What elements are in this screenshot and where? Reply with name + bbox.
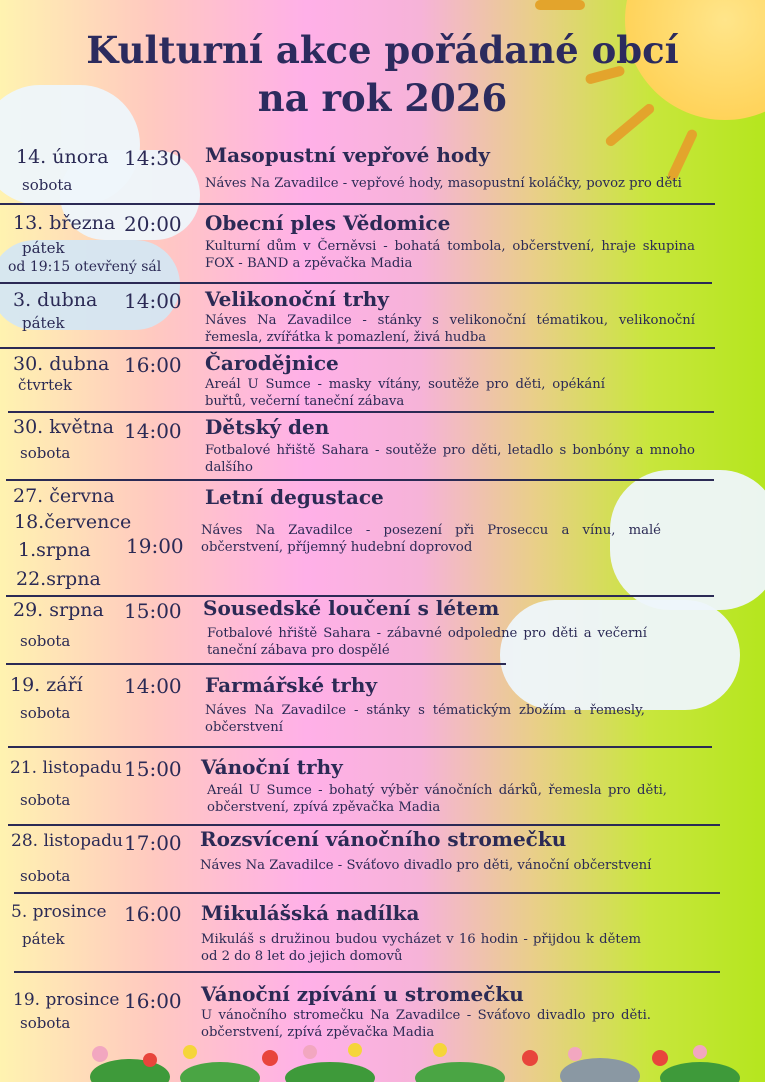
event-day: sobota xyxy=(20,867,71,885)
event-name: Masopustní vepřové hody xyxy=(205,143,490,167)
event-time: 19:00 xyxy=(126,534,184,558)
event-date: 13. března xyxy=(13,212,116,234)
event-name: Obecní ples Vědomice xyxy=(205,211,451,235)
divider xyxy=(14,892,720,894)
event-description: Náves Na Zavadilce - stánky s tématickým zbožím a řemesly, občerstvení xyxy=(205,703,645,735)
divider xyxy=(6,663,506,665)
event-date: 22.srpna xyxy=(16,568,101,590)
event-time: 15:00 xyxy=(124,757,182,781)
event-date: 18.července xyxy=(14,511,132,533)
event-name: Dětský den xyxy=(205,415,330,439)
event-date: 21. listopadu xyxy=(10,758,122,778)
event-day: pátek xyxy=(22,314,65,332)
event-name: Vánoční zpívání u stromečku xyxy=(201,982,524,1006)
event-description: Fotbalové hřiště Sahara - soutěže pro děti, letadlo s bonbóny a mnoho dalšího xyxy=(205,443,695,475)
event-date: 27. června xyxy=(13,485,115,507)
event-day: sobota xyxy=(20,444,71,462)
event-name: Sousedské loučení s létem xyxy=(203,596,500,620)
event-description: Mikuláš s družinou budou vycházet v 16 hodin - přijdou k dětem od 2 do 8 let do jejich domovů xyxy=(201,932,641,964)
event-time: 17:00 xyxy=(124,831,182,855)
event-time: 14:00 xyxy=(124,674,182,698)
event-description: Náves Na Zavadilce - stánky s velikonoční tématikou, velikonoční řemesla, zvířátka k pomazlení, živá hudba xyxy=(205,313,695,345)
event-time: 14:30 xyxy=(124,146,182,170)
event-name: Velikonoční trhy xyxy=(205,287,389,311)
event-day: pátek xyxy=(22,930,65,948)
event-description: Náves Na Zavadilce - Sváťovo divadlo pro děti, vánoční občerstvení xyxy=(200,858,652,873)
event-description: Náves Na Zavadilce - vepřové hody, masopustní koláčky, povoz pro děti xyxy=(205,176,682,191)
event-date: 14. února xyxy=(16,146,109,168)
event-name: Letní degustace xyxy=(205,485,384,509)
event-date: 5. prosince xyxy=(11,902,107,922)
divider xyxy=(0,203,715,205)
event-time: 20:00 xyxy=(124,212,182,236)
divider xyxy=(0,282,712,284)
event-time: 14:00 xyxy=(124,419,182,443)
sun-ray xyxy=(666,128,698,182)
event-day: pátek xyxy=(22,239,65,257)
event-date: 29. srpna xyxy=(13,599,104,621)
title-line-2: na rok 2026 xyxy=(257,76,508,121)
event-name: Mikulášská nadílka xyxy=(201,901,420,925)
event-name: Vánoční trhy xyxy=(201,755,343,779)
event-time: 16:00 xyxy=(124,353,182,377)
sun-ray xyxy=(535,0,585,10)
divider xyxy=(8,746,712,748)
event-time: 15:00 xyxy=(124,599,182,623)
event-date: 1.srpna xyxy=(18,539,91,561)
event-day: sobota xyxy=(20,632,71,650)
event-description: Areál U Sumce - bohatý výběr vánočních dárků, řemesla pro děti, občerstvení, zpívá zpěvačka Madia xyxy=(207,783,667,815)
event-date: 28. listopadu xyxy=(11,831,123,851)
event-time: 16:00 xyxy=(124,989,182,1013)
divider xyxy=(0,347,715,349)
event-date: 19. září xyxy=(10,674,83,696)
event-date: 30. května xyxy=(13,416,114,438)
divider xyxy=(8,824,720,826)
event-day: sobota xyxy=(20,791,71,809)
event-name: Rozsvícení vánočního stromečku xyxy=(200,827,567,851)
event-time: 14:00 xyxy=(124,289,182,313)
event-day: čtvrtek xyxy=(18,376,73,394)
event-day: sobota xyxy=(20,704,71,722)
event-time: 16:00 xyxy=(124,902,182,926)
event-description: Fotbalové hřiště Sahara - zábavné odpoledne pro děti a večerní taneční zábava pro dospělé xyxy=(207,626,647,658)
event-day: sobota xyxy=(20,1014,71,1032)
event-description: Areál U Sumce - masky vítány, soutěže pro děti, opékání buřtů, večerní taneční zábava xyxy=(205,377,605,409)
event-description: Náves Na Zavadilce - posezení při Proseccu a vínu, malé občerstvení, příjemný hudební doprovod xyxy=(201,523,661,555)
page-title xyxy=(0,26,765,122)
event-note: od 19:15 otevřený sál xyxy=(8,259,162,275)
event-description: U vánočního stromečku Na Zavadilce - Sváťovo divadlo pro děti. občerstvení, zpívá zpěvačka Madia xyxy=(201,1008,651,1040)
divider xyxy=(6,479,714,481)
event-date: 19. prosince xyxy=(13,990,120,1010)
event-description: Kulturní dům v Černěvsi - bohatá tombola, občerstvení, hraje skupina FOX - BAND a zpěvačka Madia xyxy=(205,239,695,271)
title-line-1: Kulturní akce pořádané obcí xyxy=(86,28,679,72)
event-name: Čarodějnice xyxy=(205,351,339,375)
event-date: 3. dubna xyxy=(13,289,98,311)
event-date: 30. dubna xyxy=(13,353,110,375)
event-name: Farmářské trhy xyxy=(205,673,378,697)
divider xyxy=(8,411,714,413)
divider xyxy=(14,971,720,973)
event-day: sobota xyxy=(22,176,73,194)
